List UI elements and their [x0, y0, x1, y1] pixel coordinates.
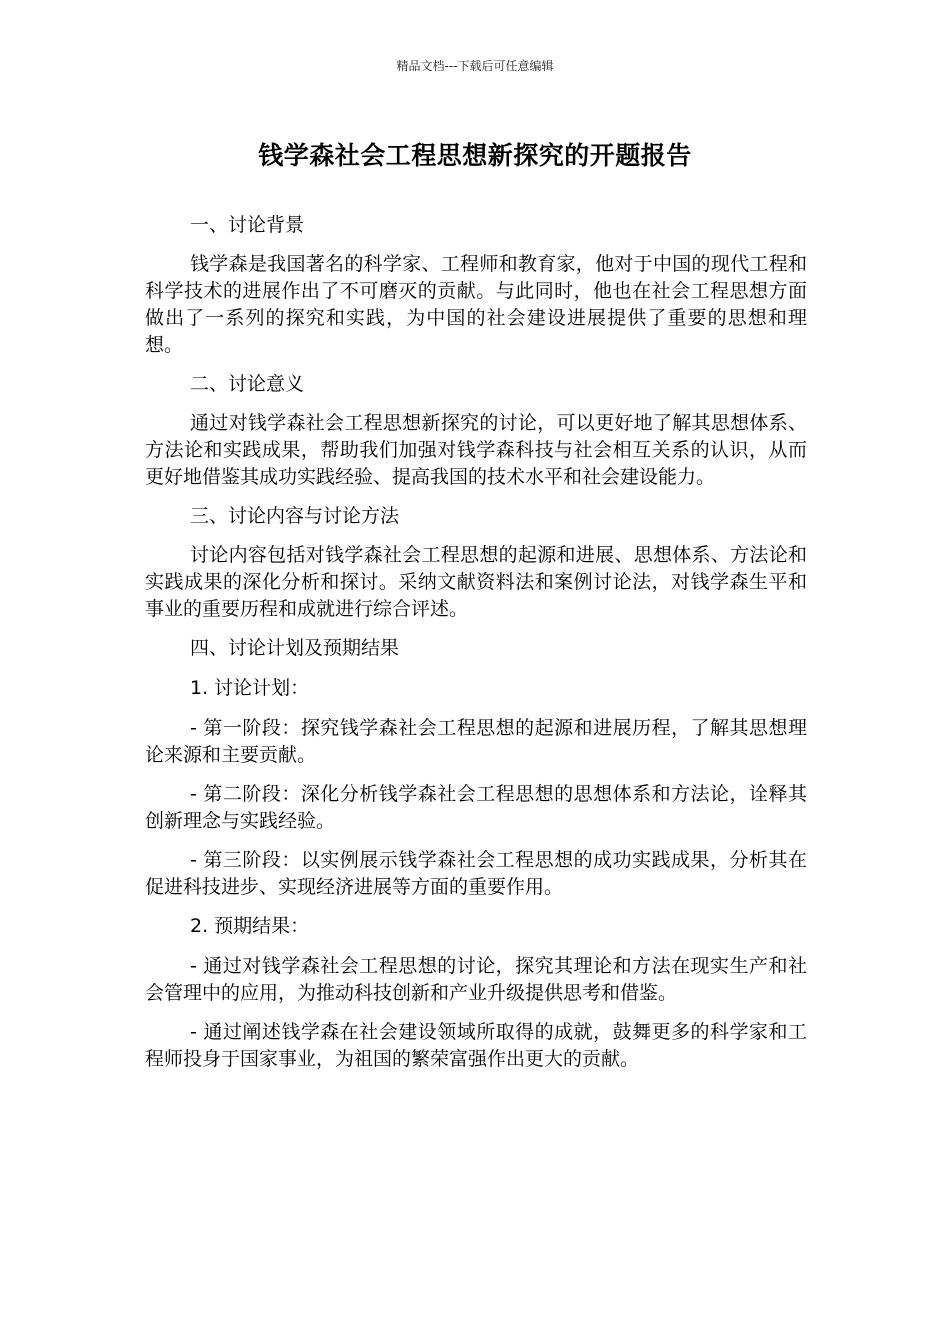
paragraph-significance: 通过对钱学森社会工程思想新探究的讨论，可以更好地了解其思想体系、方法论和实践成果，帮助我们加强对钱学森科技与社会相互关系的认识，从而更好地借鉴其成功实践经验、提高我国的技术水平和社会建设能力。	[145, 412, 807, 488]
section-heading-plan-results: 四、讨论计划及预期结果	[190, 637, 400, 659]
section-heading-background: 一、讨论背景	[190, 214, 305, 236]
header-note: 精品文档---下载后可任意编辑	[396, 59, 554, 73]
section-heading-content-method: 三、讨论内容与讨论方法	[190, 505, 400, 527]
subheading-expected-results: 2. 预期结果：	[190, 915, 310, 937]
paragraph-plan-stage-3: - 第三阶段：以实例展示钱学森社会工程思想的成功实践成果，分析其在促进科技进步、实现经济进展等方面的重要作用。	[145, 849, 807, 898]
paragraph-result-2: - 通过阐述钱学森在社会建设领域所取得的成就，鼓舞更多的科学家和工程师投身于国家事业，为祖国的繁荣富强作出更大的贡献。	[145, 1021, 807, 1070]
paragraph-content-method: 讨论内容包括对钱学森社会工程思想的起源和进展、思想体系、方法论和实践成果的深化分析和探讨。采纳文献资料法和案例讨论法，对钱学森生平和事业的重要历程和成就进行综合评述。	[145, 544, 807, 620]
document-title: 钱学森社会工程思想新探究的开题报告	[258, 141, 692, 170]
paragraph-background: 钱学森是我国著名的科学家、工程师和教育家，他对于中国的现代工程和科学技术的进展作出了不可磨灭的贡献。与此同时，他也在社会工程思想方面做出了一系列的探究和实践，为中国的社会建设进展提供了重要的思想和理想。	[145, 253, 807, 356]
section-heading-significance: 二、讨论意义	[190, 373, 305, 395]
paragraph-result-1: - 通过对钱学森社会工程思想的讨论，探究其理论和方法在现实生产和社会管理中的应用，为推动科技创新和产业升级提供思考和借鉴。	[145, 955, 807, 1004]
document-body	[145, 212, 807, 1085]
subheading-plan: 1. 讨论计划：	[190, 677, 310, 699]
paragraph-plan-stage-2: - 第二阶段：深化分析钱学森社会工程思想的思想体系和方法论，诠释其创新理念与实践经验。	[145, 783, 807, 832]
paragraph-plan-stage-1: - 第一阶段：探究钱学森社会工程思想的起源和进展历程，了解其思想理论来源和主要贡献。	[145, 717, 807, 766]
